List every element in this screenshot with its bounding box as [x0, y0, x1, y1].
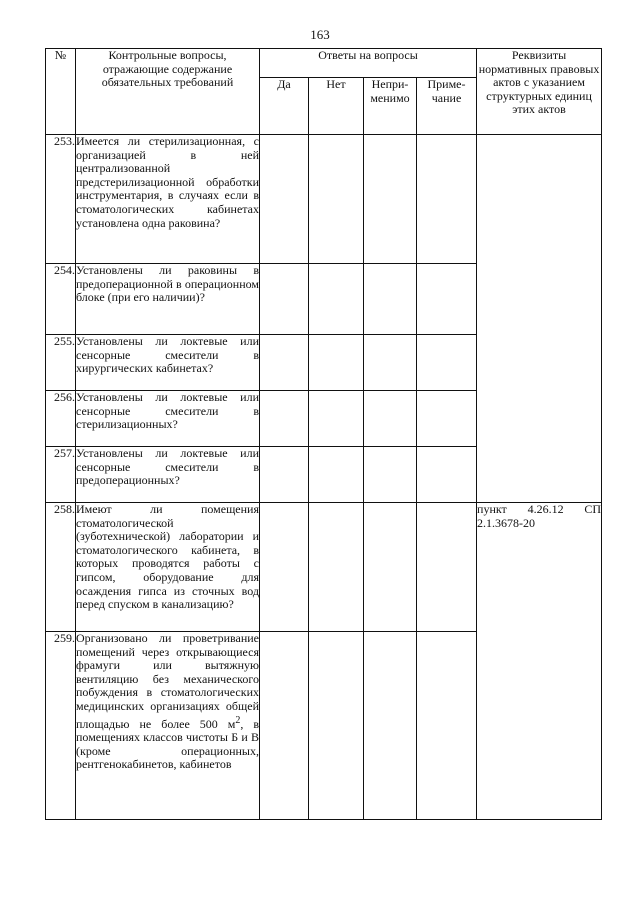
header-row-top [46, 49, 602, 78]
answer-not-applicable-cell [364, 447, 417, 503]
answer-not-applicable-cell [364, 135, 417, 264]
header-yes: Да [260, 78, 309, 135]
row-question: Имеют ли помещения стоматологической (зуботехнической) лаборатории и стоматологического кабинета, в которых проводятся работы с гипсом, оборудование для осаждения гипса из сточных вод перед спуском в канализацию? [76, 503, 260, 632]
answer-note-cell [417, 391, 477, 447]
table-row [46, 503, 602, 632]
answer-no-cell [309, 503, 364, 632]
answer-no-cell [309, 391, 364, 447]
row-question: Установлены ли локтевые или сенсорные смесители в предоперационных? [76, 447, 260, 503]
answer-yes-cell [260, 335, 309, 391]
table-row [46, 135, 602, 264]
answer-yes-cell [260, 264, 309, 335]
answer-no-cell [309, 264, 364, 335]
answer-no-cell [309, 447, 364, 503]
answer-no-cell [309, 632, 364, 820]
requisite-cell: пункт 4.26.12 СП 2.1.3678-20 [477, 503, 602, 820]
answer-note-cell [417, 335, 477, 391]
answer-yes-cell [260, 503, 309, 632]
row-number: 255. [46, 335, 76, 391]
row-number: 258. [46, 503, 76, 632]
row-number: 254. [46, 264, 76, 335]
answer-note-cell [417, 632, 477, 820]
row-question: Установлены ли локтевые или сенсорные смесители в стерилизационных? [76, 391, 260, 447]
page-number: 163 [310, 27, 330, 42]
checklist-table [45, 48, 602, 820]
answer-no-cell [309, 135, 364, 264]
row-question [76, 632, 260, 820]
superscript-two: 2 [235, 714, 241, 726]
answer-not-applicable-cell [364, 335, 417, 391]
header-no: Нет [309, 78, 364, 135]
row-question-part: Организовано ли проветривание помещений через открывающиеся фрамуги или вытяжную вентиляцию без механического побуждения в стоматологических медицинских организациях общей площадью не более 500 м [76, 631, 259, 731]
answer-yes-cell [260, 135, 309, 264]
answer-not-applicable-cell [364, 503, 417, 632]
row-number: 259. [46, 632, 76, 820]
answer-note-cell [417, 264, 477, 335]
row-number: 257. [46, 447, 76, 503]
answer-yes-cell [260, 447, 309, 503]
header-num: № [46, 49, 76, 135]
answer-not-applicable-cell [364, 264, 417, 335]
header-questions: Контрольные вопросы, отражающие содержание обязательных требований [76, 49, 260, 135]
answer-note-cell [417, 503, 477, 632]
row-question-part: , в помещениях классов чистоты Б и В (кроме операционных, рентгенокабинетов, кабинетов [76, 716, 260, 772]
answer-yes-cell [260, 632, 309, 820]
answer-not-applicable-cell [364, 632, 417, 820]
header-note: Приме-чание [417, 78, 477, 135]
answer-not-applicable-cell [364, 391, 417, 447]
row-question: Установлены ли раковины в предоперационной в операционном блоке (при его наличии)? [76, 264, 260, 335]
requisite-cell-empty [477, 135, 602, 503]
header-answers: Ответы на вопросы [260, 49, 477, 78]
answer-yes-cell [260, 391, 309, 447]
header-requisites: Реквизиты нормативных правовых актов с указанием структурных единиц этих актов [477, 49, 602, 135]
row-number: 256. [46, 391, 76, 447]
answer-note-cell [417, 447, 477, 503]
header-not-applicable: Непри-менимо [364, 78, 417, 135]
answer-note-cell [417, 135, 477, 264]
row-question: Установлены ли локтевые или сенсорные смесители в хирургических кабинетах? [76, 335, 260, 391]
answer-no-cell [309, 335, 364, 391]
row-number: 253. [46, 135, 76, 264]
row-question: Имеется ли стерилизационная, с организацией в ней централизованной предстерилизационной обработки инструментария, в случаях если в стоматологических кабинетах установлена одна раковина? [76, 135, 260, 264]
